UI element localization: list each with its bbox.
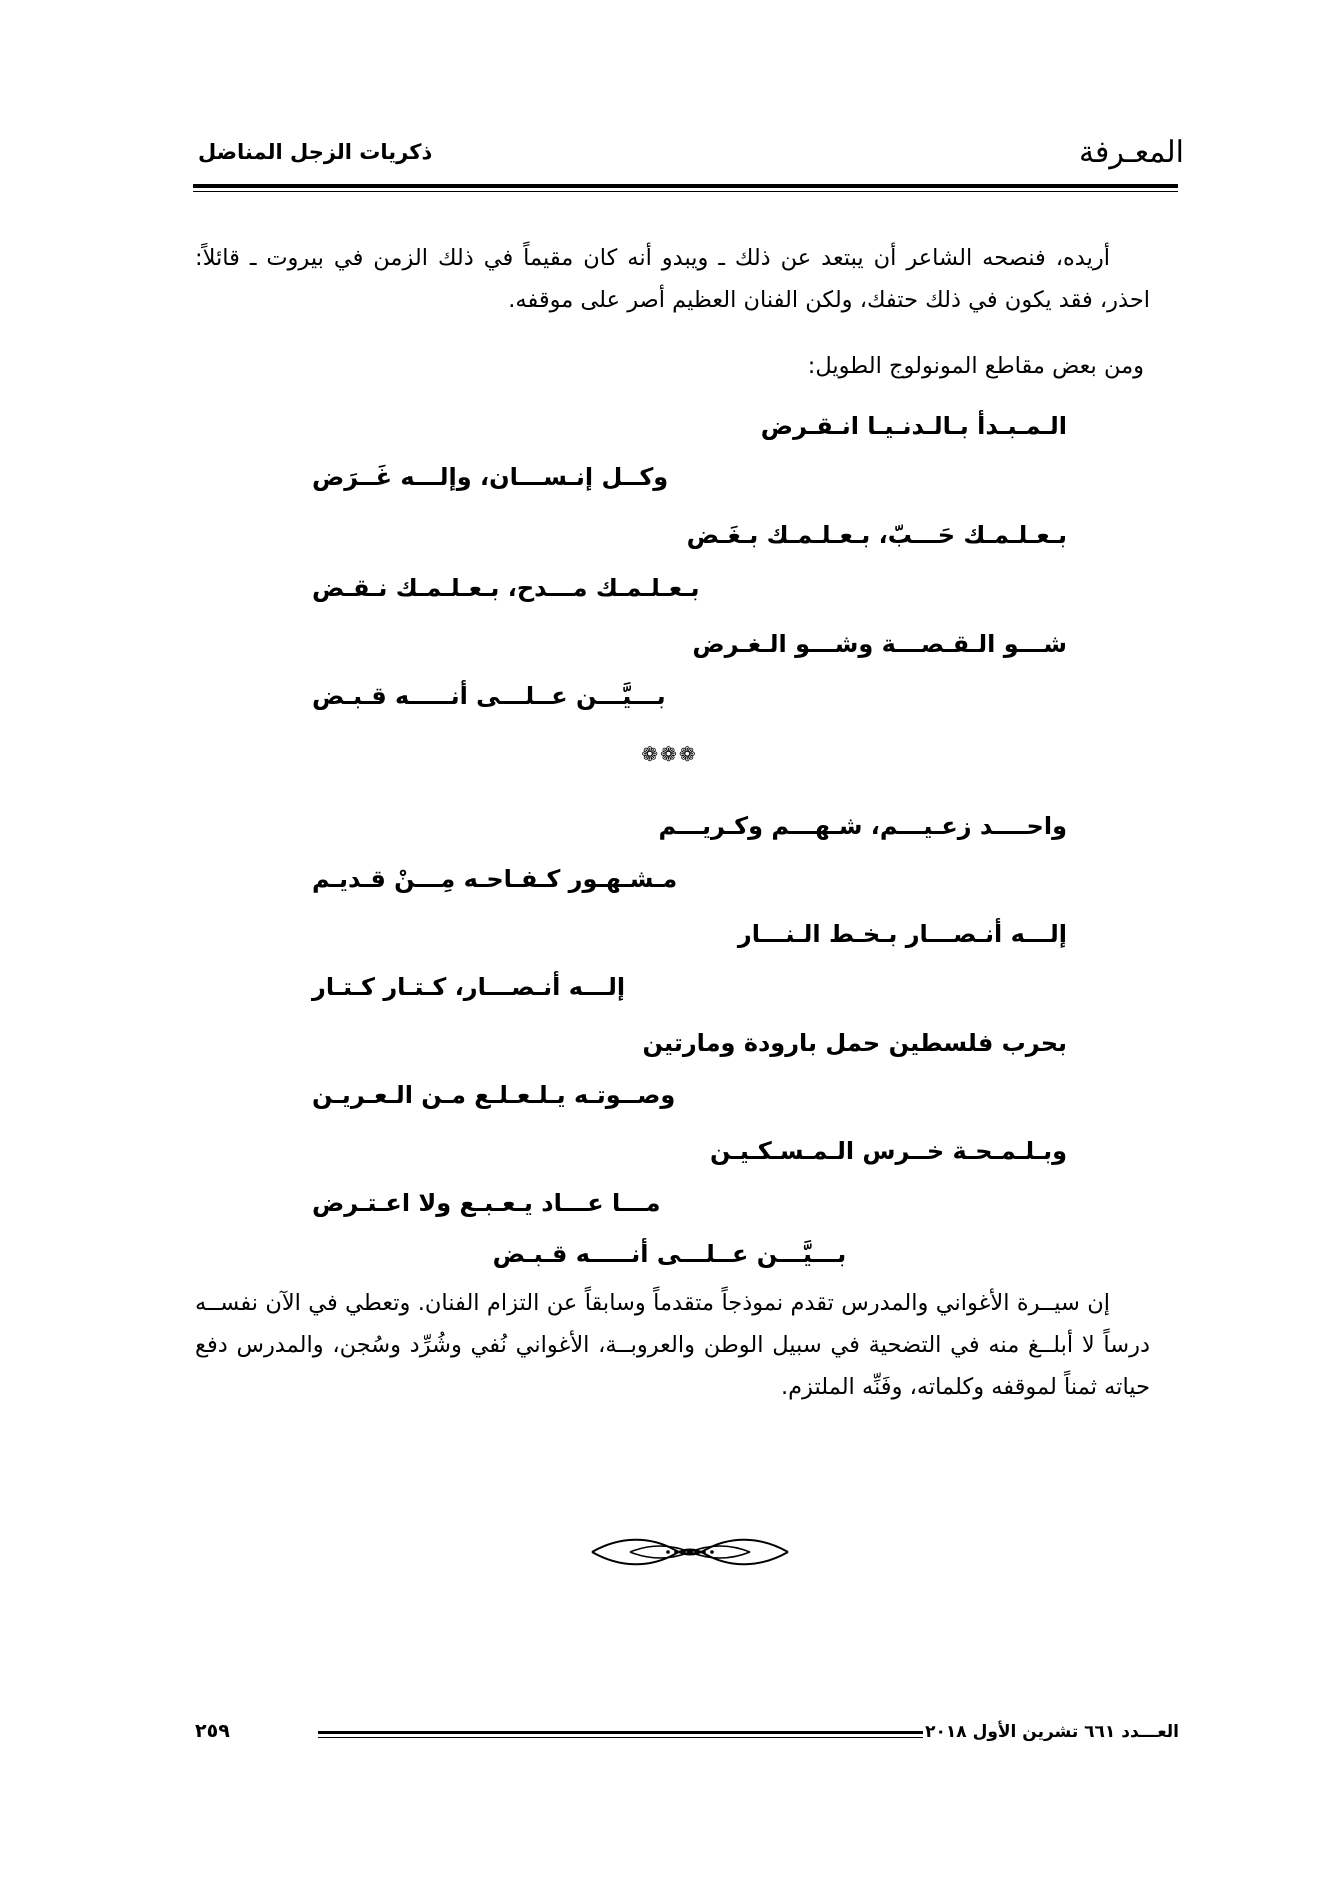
closing-paragraph: إن سيــرة الأغواني والمدرس تقدم نموذجاً متقدماً وسابقاً عن التزام الفنان. وتعطي في الآن نفســه درساً لا أبلــغ منه في التضحية في سبيل الوطن والعروبــة، الأغواني نُفي وشُرِّد وسُجن، والمدرس دفع حياته ثمناً لموقفه وكلماته، وفَنِّه الملتزم. <box>195 1290 1150 1400</box>
poem-line: وصــوتـه يـلـعـلـع مـن الـعـريـن <box>312 1081 676 1109</box>
page-number: ٢٥٩ <box>195 1720 230 1742</box>
poem-line: بـعـلـمـك حَـــبّ، بـعـلـمـك بـغَـض <box>686 521 1067 549</box>
poem-line: وكــل إنـســـان، وإلـــه غَــرَض <box>312 463 669 491</box>
stanza-separator: ❁❁❁ <box>641 742 698 766</box>
header-rule-thin <box>193 191 1178 192</box>
poem-line: مـــا عـــاد يـعـبـع ولا اعـتـرض <box>312 1189 661 1217</box>
running-title: ذكريات الزجل المناضل <box>198 140 433 164</box>
ornament-divider-icon <box>590 1532 790 1572</box>
footer-rule <box>318 1731 923 1734</box>
poem-line: بـــيَّـــن عــلـــى أنـــــه قـبـض <box>312 682 666 710</box>
header-rule <box>193 184 1178 188</box>
poem-line: إلـــه أنـصـــار بـخـط الـنـــار <box>737 920 1067 948</box>
poem-closing-line: بـــيَّـــن عــلـــى أنـــــه قـبـض <box>492 1240 847 1268</box>
intro-paragraph: أريده، فنصحه الشاعر أن يبتعد عن ذلك ـ ويبدو أنه كان مقيماً في ذلك الزمن في بيروت ـ قائلاً: احذر، فقد يكون في ذلك حتفك، ولكن الفنان العظيم أصر على موقفه. <box>195 245 1150 313</box>
poem-line: شـــو الـقـصـــة وشـــو الـغـرض <box>692 630 1067 658</box>
magazine-logo: المعـرفة <box>1078 135 1184 170</box>
poem-line: بـعـلـمـك مـــدح، بـعـلـمـك نـقـض <box>312 574 700 602</box>
issue-label: العـــدد ٦٦١ تشرين الأول ٢٠١٨ <box>925 1722 1179 1742</box>
poem-line: مـشـهـور كـفـاحـه مِـــنْ قـديـم <box>312 865 678 893</box>
poem-line: الـمـبـدأ بـالـدنـيـا انـقـرض <box>760 412 1067 440</box>
poem-line: واحــــد زعـيـــم، شـهـــم وكـريـــم <box>658 812 1067 840</box>
poem-line: وبـلـمـحـة خــرس الـمـسـكـيـن <box>709 1137 1067 1165</box>
footer-rule-thin <box>318 1737 923 1738</box>
lead-paragraph: ومن بعض مقاطع المونولوج الطويل: <box>807 353 1144 379</box>
poem-line: بحرب فلسطين حمل بارودة ومارتين <box>642 1029 1067 1057</box>
poem-line: إلـــه أنـصـــار، كـتـار كـتـار <box>312 973 626 1001</box>
